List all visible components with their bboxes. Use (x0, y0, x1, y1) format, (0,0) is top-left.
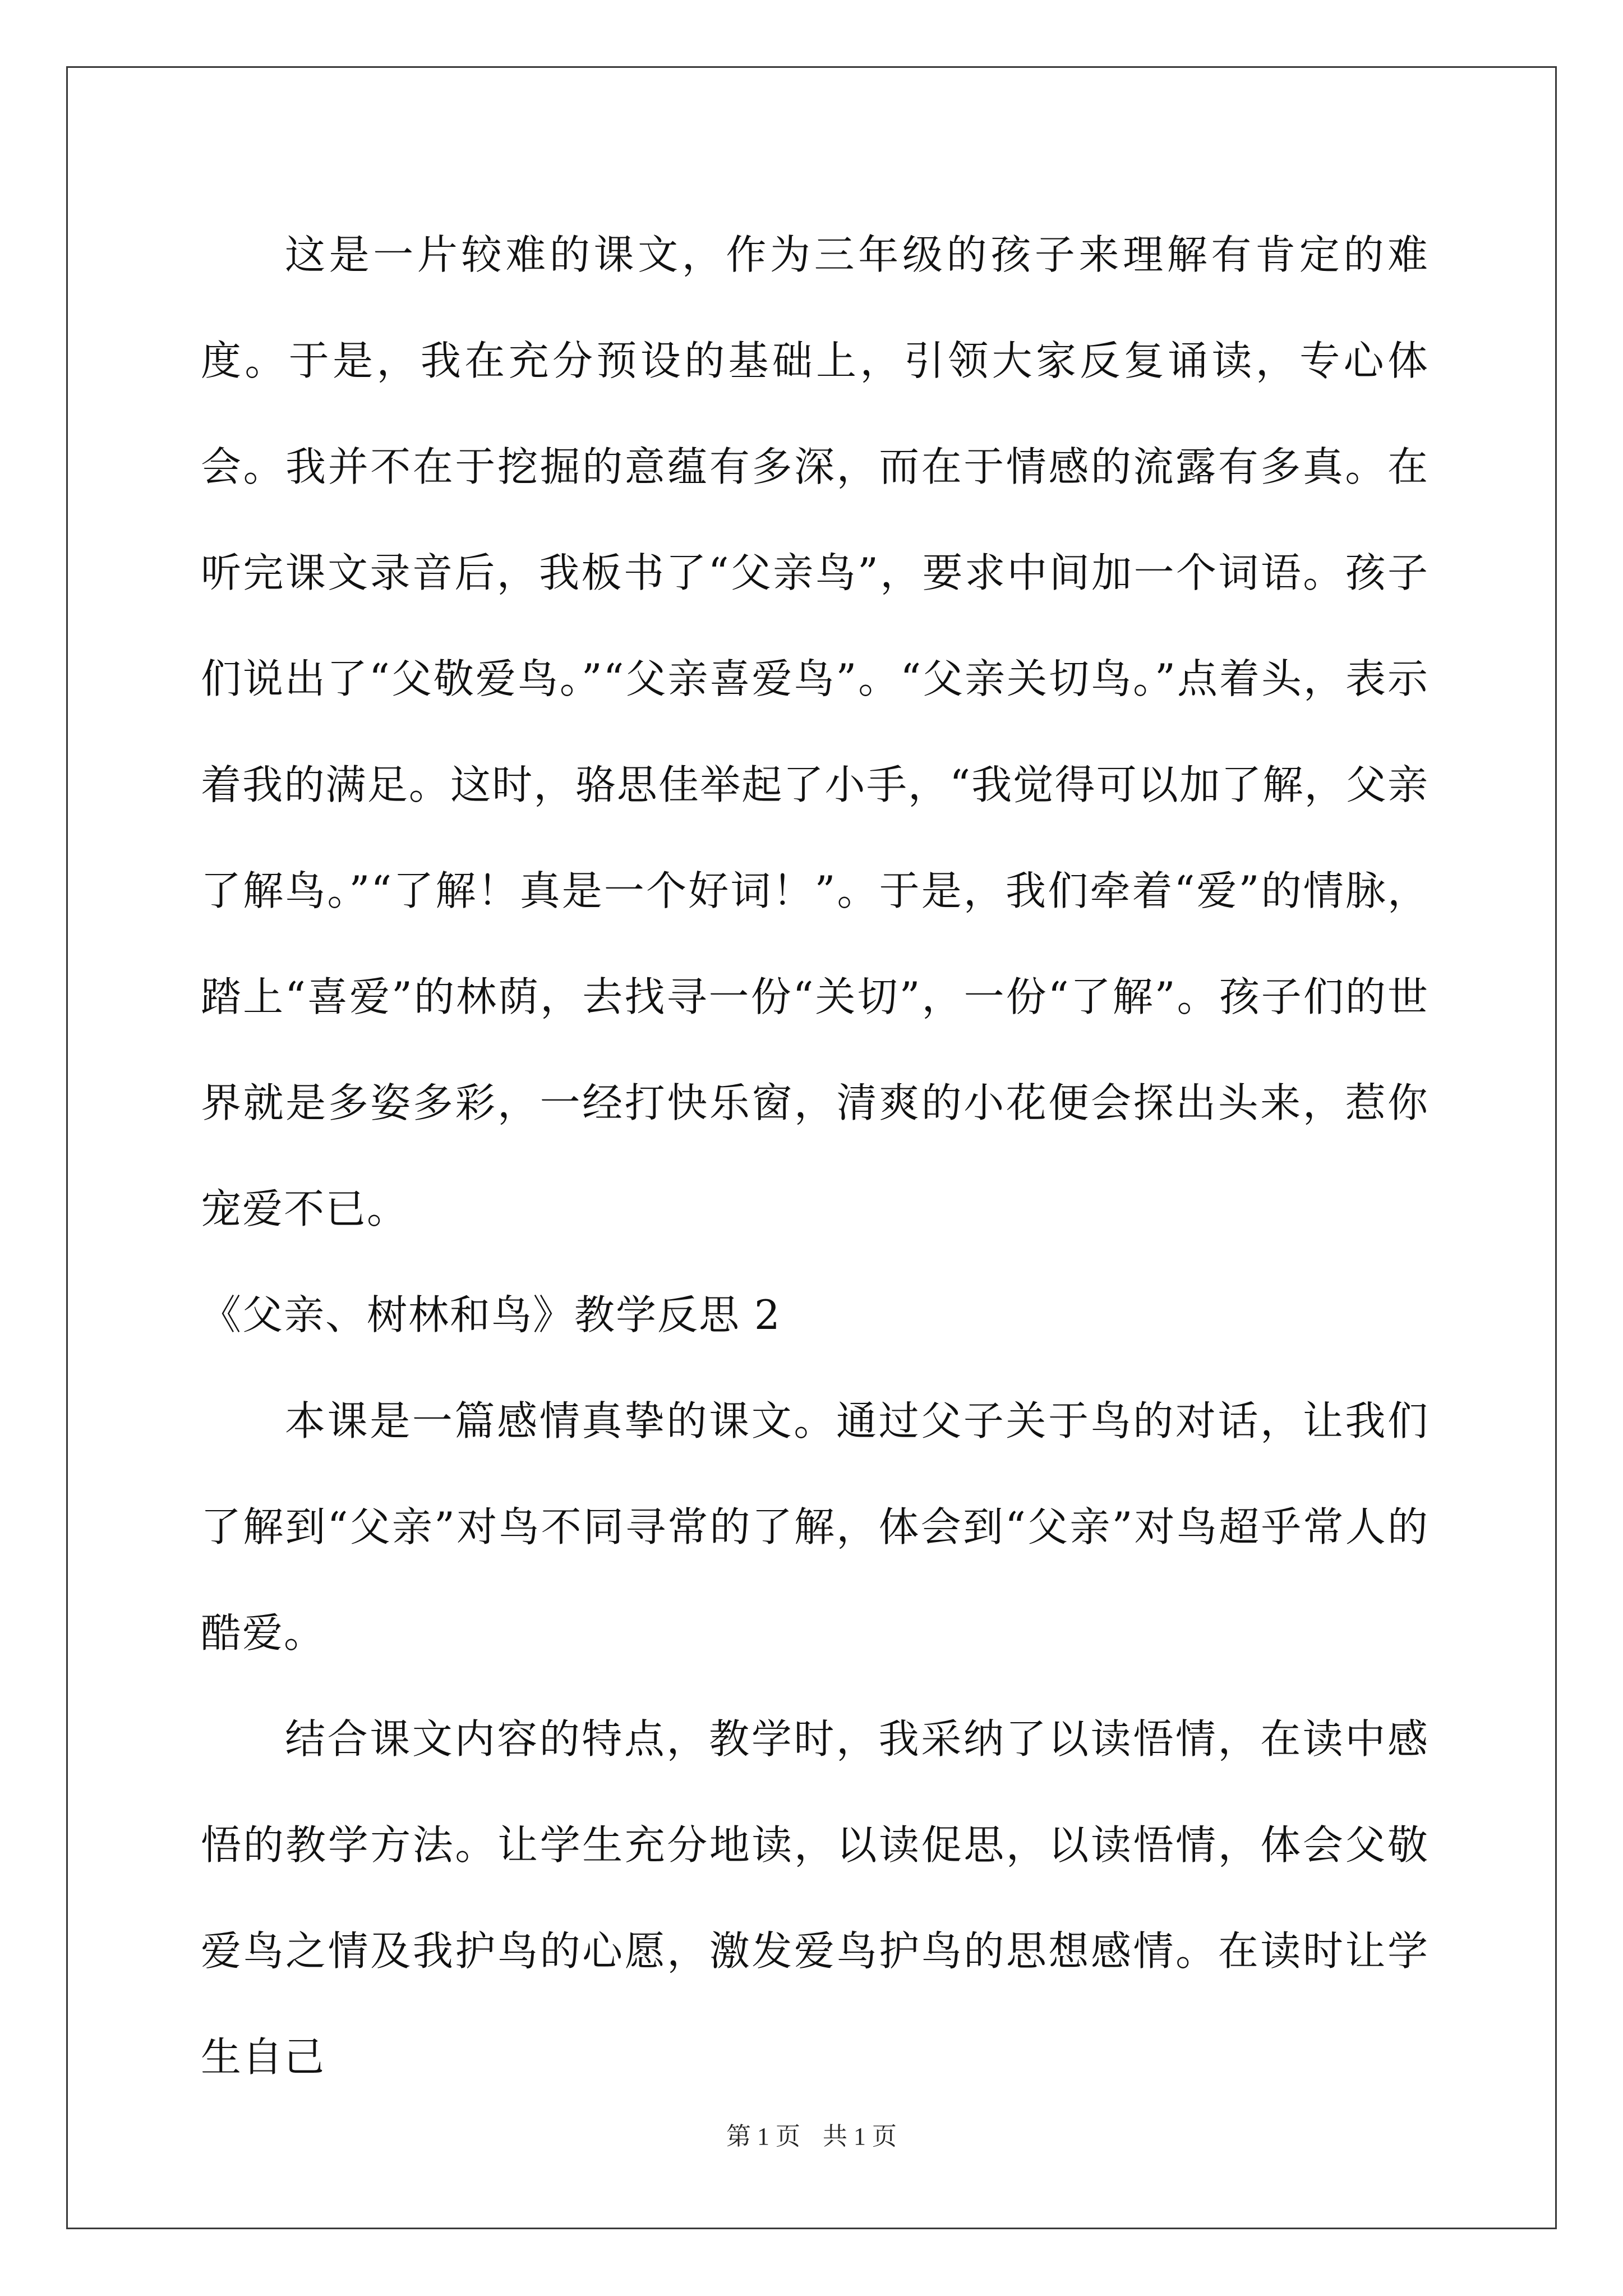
page-total: 共 1 页 (823, 2123, 897, 2150)
section-heading: 《父亲、树林和鸟》教学反思 2 (201, 1291, 781, 1338)
paragraph-1: 这是一片较难的课文，作为三年级的孩子来理解有肯定的难度。于是，我在充分预设的基础上，引领大家反复诵读，专心体会。我并不在于挖掘的意蕴有多深，而在于情感的流露有多真。在听完课文录音后，我板书了“父亲鸟”，要求中间加一个词语。孩子们说出了“父敬爱鸟。”“父亲喜爱鸟”。“父亲关切鸟。”点着头，表示着我的满足。这时，骆思佳举起了小手，“我觉得可以加了解，父亲了解鸟。”“了解！真是一个好词！”。于是，我们牵着“爱”的情脉，踏上“喜爱”的林荫，去找寻一份“关切”，一份“了解”。孩子们的世界就是多姿多彩，一经打快乐窗，清爽的小花便会探出头来，惹你宠爱不已。 (201, 231, 1429, 1232)
paragraph-3: 结合课文内容的特点，教学时，我采纳了以读悟情，在读中感悟的教学方法。让学生充分地读，以读促思，以读悟情，体会父敬爱鸟之情及我护鸟的心愿，激发爱鸟护鸟的思想感情。在读时让学生自己 (201, 1715, 1429, 2081)
document-body (201, 202, 1429, 2110)
page-number: 第 1 页 (726, 2123, 800, 2150)
page-footer (0, 2116, 1623, 2152)
paragraph-2: 本课是一篇感情真挚的课文。通过父子关于鸟的对话，让我们了解到“父亲”对鸟不同寻常的了解，体会到“父亲”对鸟超乎常人的酷爱。 (201, 1397, 1429, 1657)
